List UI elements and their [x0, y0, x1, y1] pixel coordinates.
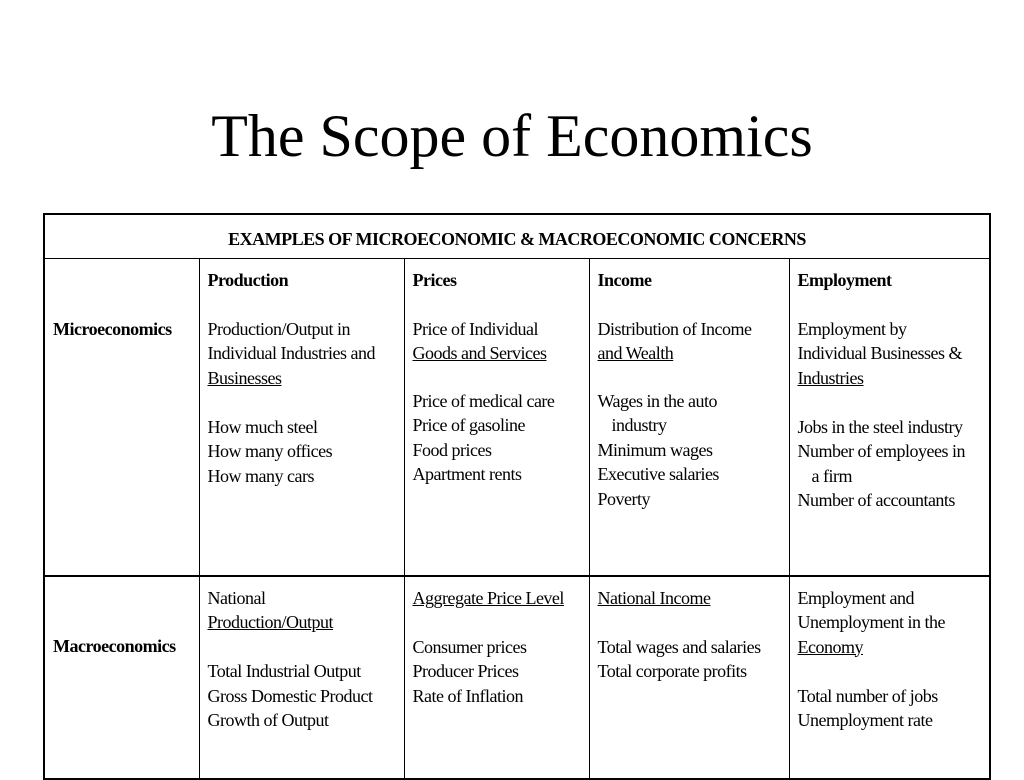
cell-line: Wages in the auto — [597, 390, 718, 411]
cell-line: Jobs in the steel industry — [797, 416, 963, 437]
cell-line: Price of medical care — [412, 390, 555, 411]
cell-line: Total corporate profits — [597, 661, 747, 681]
cell-line: Unemployment in the — [797, 612, 945, 632]
column-header-production: Production — [207, 269, 289, 290]
cell-line: Food prices — [412, 439, 492, 460]
cell-line: Economy — [797, 636, 863, 657]
cell-macro-prices — [404, 576, 589, 779]
cell-line: How many cars — [207, 465, 314, 486]
column-header-income: Income — [597, 269, 652, 290]
column-header-prices: Prices — [412, 269, 457, 290]
cell-line: How many offices — [207, 441, 333, 461]
table-header-row — [44, 214, 990, 258]
cell-line: and Wealth — [597, 343, 674, 363]
cell-line: Consumer prices — [412, 636, 527, 657]
cell-line: Producer Prices — [412, 661, 519, 681]
table-row-macro — [44, 576, 990, 779]
row-label-macro: Macroeconomics — [44, 576, 199, 779]
cell-micro-employment — [789, 258, 990, 576]
cell-line: Gross Domestic Product — [207, 685, 373, 706]
cell-macro-income — [589, 576, 789, 779]
cell-line: Executive salaries — [597, 464, 719, 484]
cell-line: Distribution of Income — [597, 318, 752, 339]
cell-line: Employment and — [797, 587, 914, 608]
cell-micro-production — [199, 258, 404, 576]
cell-line: a firm — [811, 465, 852, 486]
cell-line: National — [207, 587, 266, 608]
cell-line: Total Industrial Output — [207, 661, 361, 681]
cell-line: Number of accountants — [797, 490, 955, 510]
cell-line: industry — [611, 415, 667, 435]
cell-line: Rate of Inflation — [412, 685, 523, 706]
cell-macro-employment — [789, 576, 990, 779]
cell-line: Poverty — [597, 488, 650, 509]
cell-line: Price of Individual — [412, 318, 538, 339]
cell-line: Production/Output in — [207, 318, 350, 339]
cell-line: Aggregate Price Level — [412, 587, 564, 608]
cell-line: Businesses — [207, 367, 282, 388]
row-label-micro: Microeconomics — [44, 258, 199, 576]
cell-line: Minimum wages — [597, 439, 713, 460]
cell-macro-production — [199, 576, 404, 779]
cell-line: Individual Businesses & — [797, 343, 962, 363]
cell-line: Industries — [797, 367, 864, 388]
cell-line: Growth of Output — [207, 710, 329, 730]
table-row-micro — [44, 258, 990, 576]
slide-title: The Scope of Economics — [211, 103, 813, 169]
concerns-table — [43, 213, 991, 780]
cell-micro-income — [589, 258, 789, 576]
cell-line: Apartment rents — [412, 464, 522, 484]
cell-line: Production/Output — [207, 612, 333, 632]
cell-line: Individual Industries and — [207, 343, 375, 363]
column-header-employment: Employment — [797, 269, 892, 290]
cell-line: Total wages and salaries — [597, 636, 761, 657]
cell-line: Number of employees in — [797, 441, 965, 461]
cell-line: Unemployment rate — [797, 710, 933, 730]
table-heading: EXAMPLES OF MICROECONOMIC & MACROECONOMIC CONCERNS — [44, 214, 990, 258]
cell-line: Employment by — [797, 318, 907, 339]
cell-line: How much steel — [207, 416, 318, 437]
cell-line: Goods and Services — [412, 343, 547, 363]
cell-line: Total number of jobs — [797, 685, 938, 706]
cell-micro-prices — [404, 258, 589, 576]
cell-line: Price of gasoline — [412, 415, 525, 435]
cell-line: National Income — [597, 587, 711, 608]
